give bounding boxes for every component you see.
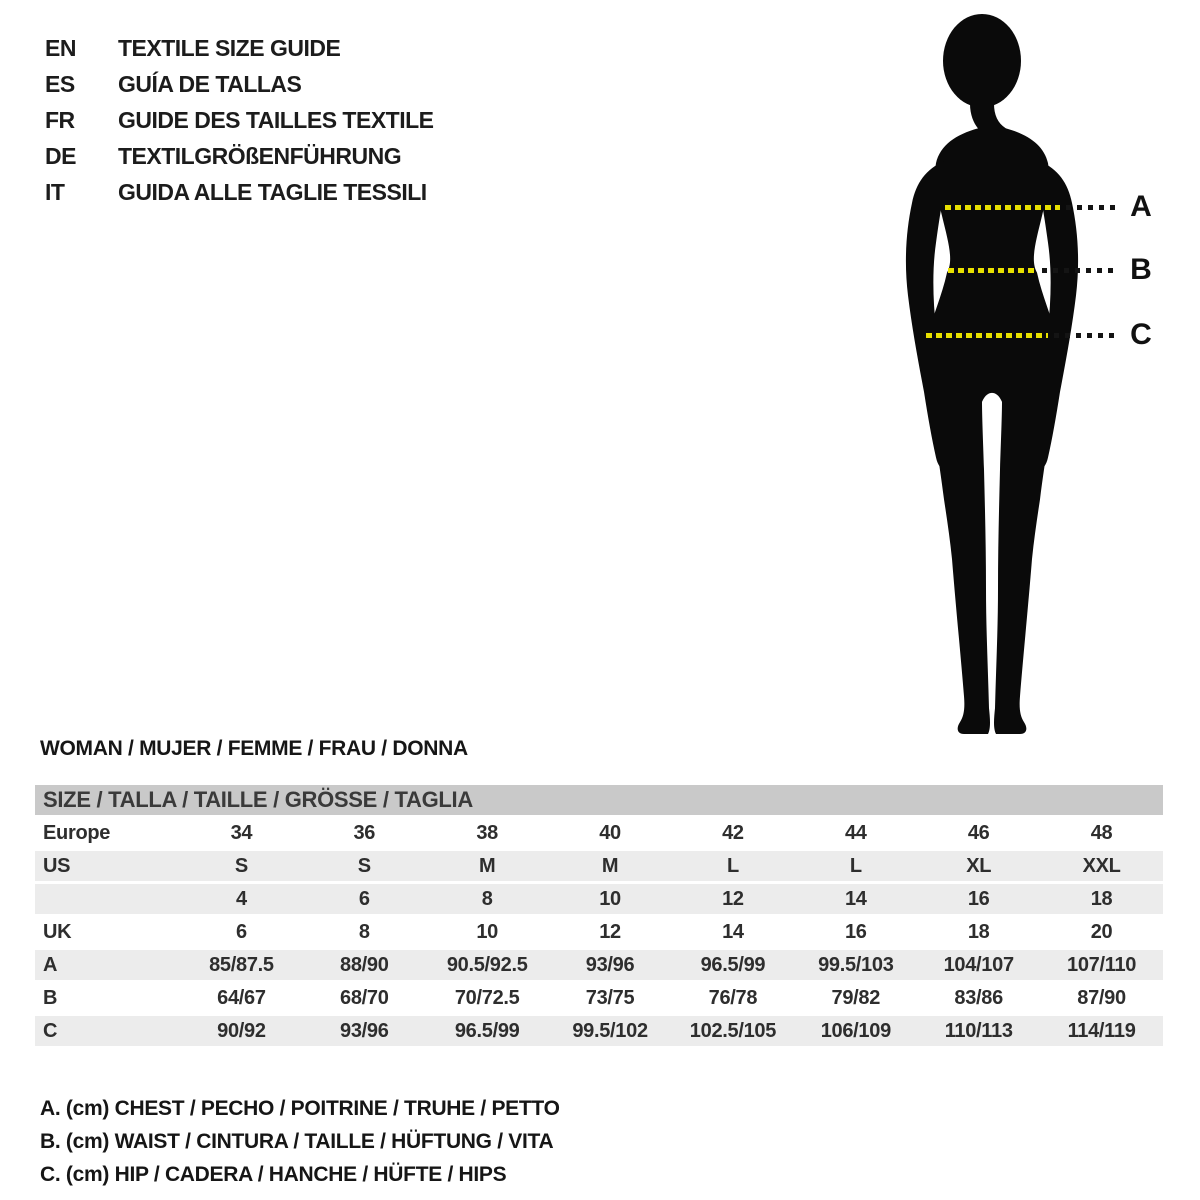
cell: 34 [180, 818, 303, 848]
language-row-en [45, 30, 434, 66]
row-label: Europe [35, 818, 180, 848]
cell: 102.5/105 [672, 1016, 795, 1046]
hip-dash-line [926, 333, 1048, 338]
cell: 87/90 [1040, 983, 1163, 1013]
row-label: US [35, 851, 180, 881]
cell: 8 [303, 917, 426, 947]
cell: 16 [794, 917, 917, 947]
cell: 99.5/102 [549, 1016, 672, 1046]
cell: 36 [303, 818, 426, 848]
language-title: GUIDA ALLE TAGLIE TESSILI [118, 179, 427, 205]
language-row-fr [45, 102, 434, 138]
row-label: A [35, 950, 180, 980]
cell: 96.5/99 [426, 1016, 549, 1046]
language-title: TEXTILGRÖßENFÜHRUNG [118, 143, 402, 169]
language-title: GUÍA DE TALLAS [118, 71, 302, 97]
cell: 12 [672, 884, 795, 914]
cell: M [549, 851, 672, 881]
cell: 20 [1040, 917, 1163, 947]
table-row-waist-b [35, 983, 1163, 1013]
cell: L [794, 851, 917, 881]
cell: 110/113 [917, 1016, 1040, 1046]
waist-leader-line [1042, 268, 1118, 273]
cell: 79/82 [794, 983, 917, 1013]
size-table [35, 815, 1163, 1049]
cell: 104/107 [917, 950, 1040, 980]
cell: 93/96 [549, 950, 672, 980]
chest-dash-line [945, 205, 1060, 210]
cell: 10 [426, 917, 549, 947]
cell: 18 [917, 917, 1040, 947]
language-title: TEXTILE SIZE GUIDE [118, 35, 341, 61]
language-row-es [45, 66, 434, 102]
hip-leader-line [1054, 333, 1118, 338]
row-label: UK [35, 917, 180, 947]
cell: 70/72.5 [426, 983, 549, 1013]
table-row-hip-c [35, 1016, 1163, 1046]
language-row-de [45, 138, 434, 174]
measure-label-hip: C [1130, 318, 1152, 351]
cell: 90.5/92.5 [426, 950, 549, 980]
language-code: ES [45, 71, 75, 97]
language-title: GUIDE DES TAILLES TEXTILE [118, 107, 434, 133]
note-hip: C. (cm) HIP / CADERA / HANCHE / HÜFTE / HIPS [40, 1163, 507, 1186]
cell: 106/109 [794, 1016, 917, 1046]
measurement-notes [40, 1092, 560, 1191]
row-label [35, 884, 180, 914]
cell: 83/86 [917, 983, 1040, 1013]
note-chest: A. (cm) CHEST / PECHO / POITRINE / TRUHE / PETTO [40, 1097, 560, 1120]
cell: 6 [180, 917, 303, 947]
chest-leader-line [1066, 205, 1118, 210]
cell: 107/110 [1040, 950, 1163, 980]
cell: 16 [917, 884, 1040, 914]
row-label: B [35, 983, 180, 1013]
measure-label-waist: B [1130, 253, 1152, 286]
cell: S [303, 851, 426, 881]
cell: L [672, 851, 795, 881]
cell: 99.5/103 [794, 950, 917, 980]
cell: 42 [672, 818, 795, 848]
size-table-header: SIZE / TALLA / TAILLE / GRÖSSE / TAGLIA [35, 785, 1163, 815]
cell: XL [917, 851, 1040, 881]
cell: 76/78 [672, 983, 795, 1013]
woman-silhouette [890, 12, 1090, 738]
cell: 85/87.5 [180, 950, 303, 980]
language-code: IT [45, 179, 65, 205]
cell: 8 [426, 884, 549, 914]
cell: 12 [549, 917, 672, 947]
cell: 44 [794, 818, 917, 848]
cell: 73/75 [549, 983, 672, 1013]
cell: 38 [426, 818, 549, 848]
table-row-europe [35, 818, 1163, 848]
table-row-uk [35, 917, 1163, 947]
silhouette-head [943, 14, 1021, 107]
cell: 90/92 [180, 1016, 303, 1046]
section-title: WOMAN / MUJER / FEMME / FRAU / DONNA [40, 737, 468, 760]
cell: 114/119 [1040, 1016, 1163, 1046]
cell: 48 [1040, 818, 1163, 848]
cell: M [426, 851, 549, 881]
cell: 14 [672, 917, 795, 947]
cell: 64/67 [180, 983, 303, 1013]
waist-dash-line [948, 268, 1038, 273]
cell: 18 [1040, 884, 1163, 914]
cell: XXL [1040, 851, 1163, 881]
language-list [45, 30, 434, 210]
cell: S [180, 851, 303, 881]
cell: 4 [180, 884, 303, 914]
row-label: C [35, 1016, 180, 1046]
language-row-it [45, 174, 434, 210]
measure-label-chest: A [1130, 190, 1152, 223]
cell: 14 [794, 884, 917, 914]
cell: 88/90 [303, 950, 426, 980]
language-code: DE [45, 143, 76, 169]
table-row-chest-a [35, 950, 1163, 980]
language-code: EN [45, 35, 76, 61]
cell: 96.5/99 [672, 950, 795, 980]
cell: 40 [549, 818, 672, 848]
table-row-us-letter [35, 851, 1163, 881]
cell: 6 [303, 884, 426, 914]
cell: 93/96 [303, 1016, 426, 1046]
size-table-section [35, 785, 1163, 1049]
cell: 10 [549, 884, 672, 914]
note-waist: B. (cm) WAIST / CINTURA / TAILLE / HÜFTUNG / VITA [40, 1130, 554, 1153]
cell: 46 [917, 818, 1040, 848]
table-row-us-number [35, 884, 1163, 914]
cell: 68/70 [303, 983, 426, 1013]
language-code: FR [45, 107, 75, 133]
